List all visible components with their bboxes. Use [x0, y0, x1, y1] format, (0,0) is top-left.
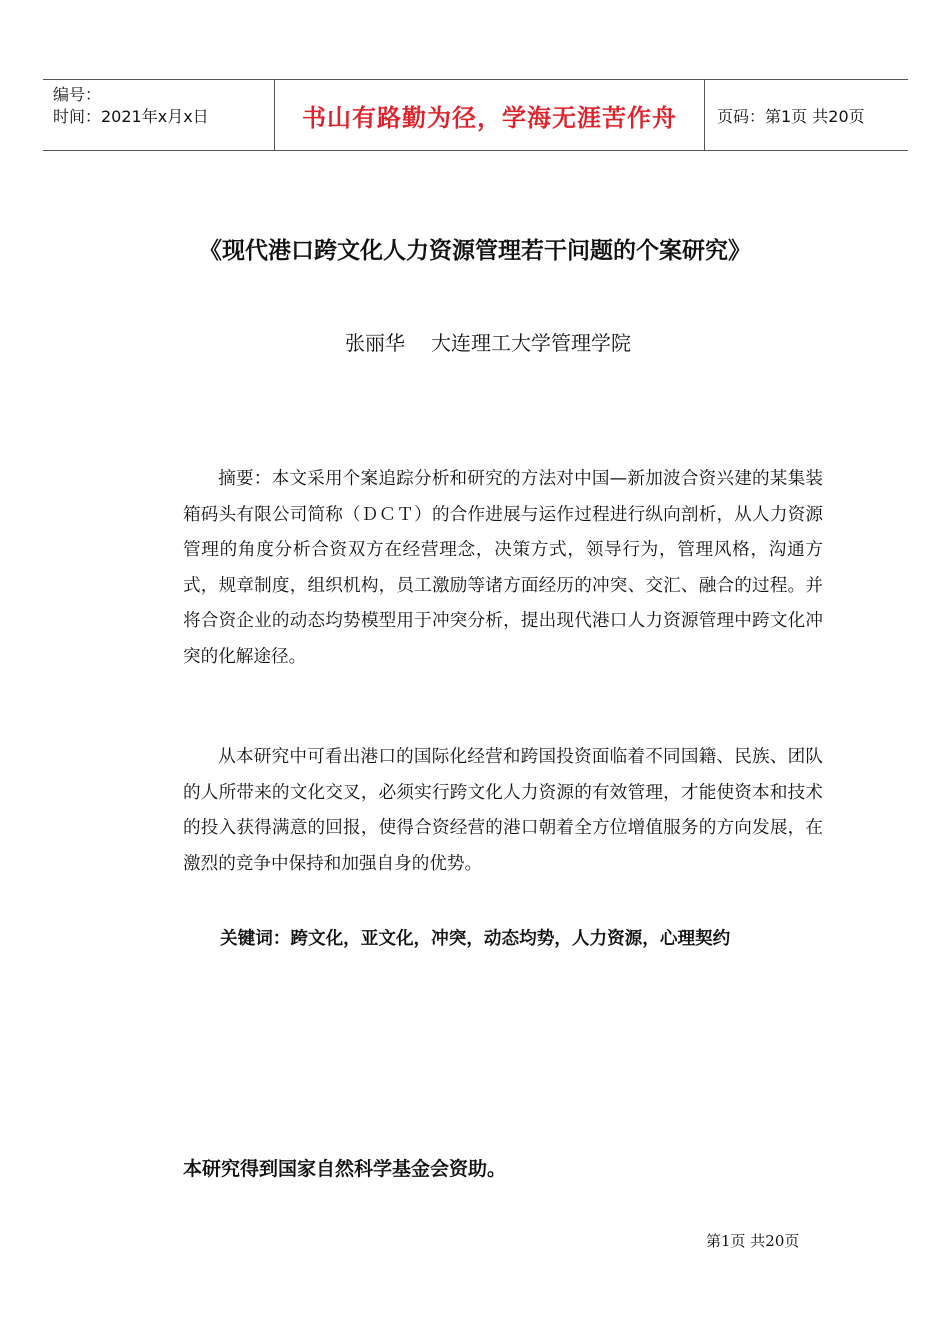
header-page-info: 页码：第1页 共20页 [717, 106, 865, 126]
author-institution: 大连理工大学管理学院 [431, 331, 631, 355]
header-motto: 书山有路勤为径，学海无涯苦作舟 [302, 102, 677, 132]
author-name: 张丽华 [345, 331, 405, 355]
header-meta [43, 80, 275, 150]
author-line [345, 327, 631, 356]
funding-note: 本研究得到国家自然科学基金会资助。 [183, 1158, 507, 1180]
abstract-paragraph-2: 从本研究中可看出港口的国际化经营和跨国投资面临着不同国籍、民族、团队的人所带来的文化交叉，必须实行跨文化人力资源的有效管理，才能使资本和技术的投入获得满意的回报，使得合资经营的港口朝着全方位增值服务的方向发展，在激烈的竞争中保持和加强自身的优势。 [183, 747, 823, 874]
document-number-label: 编号： [53, 85, 102, 104]
page-footer: 第1页 共20页 [706, 1232, 800, 1250]
header-page-cell [705, 80, 908, 150]
abstract-paragraph-1: 摘要：本文采用个案追踪分析和研究的方法对中国—新加波合资兴建的某集装箱码头有限公司简称（ＤＣＴ）的合作进展与运作过程进行纵向剖析，从人力资源管理的角度分析合资双方在经营理念，决策方式，领导行为，管理风格，沟通方式，规章制度，组织机构，员工激励等诸方面经历的冲突、交汇、融合的过程。并将合资企业的动态均势模型用于冲突分析，提出现代港口人力资源管理中跨文化冲突的化解途径。 [183, 469, 823, 667]
page-header [43, 79, 908, 151]
keywords-line: 关键词：跨文化，亚文化，冲突，动态均势，人力资源，心理契约 [220, 929, 731, 949]
document-title: 《现代港口跨文化人力资源管理若干问题的个案研究》 [199, 238, 751, 264]
header-motto-cell [275, 80, 705, 150]
document-time-label: 时间：2021年x月x日 [53, 107, 209, 126]
